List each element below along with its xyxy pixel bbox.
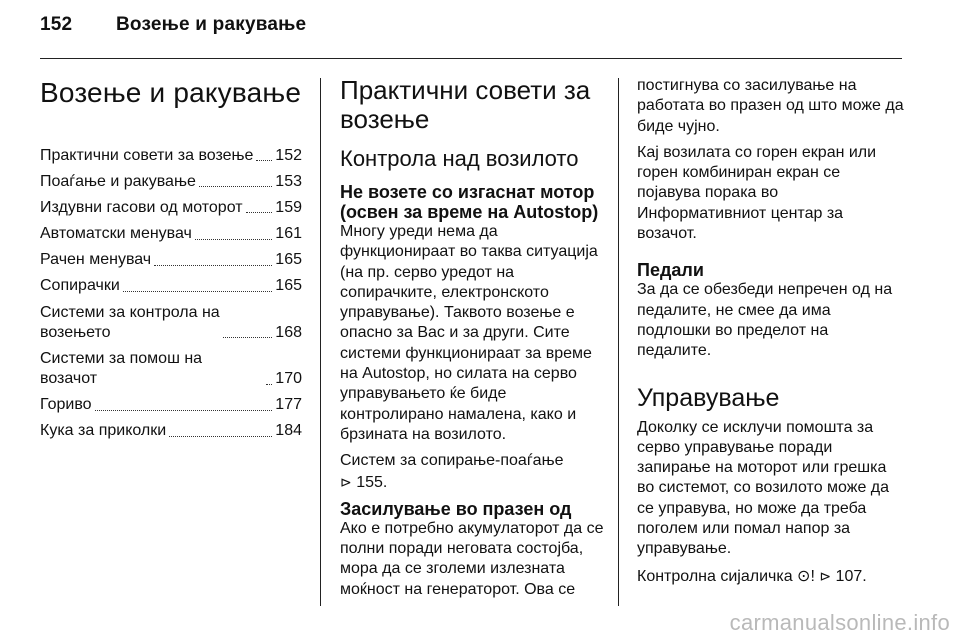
toc-item[interactable] (40, 303, 302, 344)
toc-item[interactable] (40, 395, 302, 415)
toc-leader-dots (223, 337, 273, 338)
control-lamp-text: Контролна сијаличка (637, 567, 793, 585)
toc-item-label: Сопирачки (40, 277, 120, 295)
paragraph-engine-off: Многу уреди нема да функционираат во таква ситуација (на пр. серво уредот на сопирачките, електронското управување). Таквото возење е опасно за Вас и за други. Сите системи функционираат за време на Autostop, но силата на серво управувањето ќе биде контролирано намалена, како и брзината на возилото. (340, 223, 598, 443)
brake-ref-page[interactable]: 155. (356, 473, 388, 491)
page-number: 152 (40, 14, 73, 35)
toc-item-page: 168 (275, 323, 302, 341)
toc-item-label: Системи за помош на возачот (40, 349, 203, 388)
arrow-ref-icon: ⊳ (340, 473, 352, 490)
column-divider-2 (618, 78, 619, 606)
section-title: Практични совети за возење (340, 75, 591, 134)
paragraph-steering: Доколку се исклучи помошта за серво управување поради запирање на моторот или грешка во системот, со возилото може да се управува, но може да треба поголем или помал напор за управување. (637, 418, 890, 558)
paragraph-brake-ref (340, 451, 604, 493)
toc-heading: Возење и ракување (40, 77, 302, 108)
heading-idle-boost: Засилување во празен од (340, 498, 572, 519)
toc-leader-dots (154, 265, 272, 266)
paragraph-idle-boost: Ако е потребно акумулаторот да се полни поради неговата состојба, мора да се зголеми излезната моќност на генераторот. Ова се (340, 519, 604, 598)
toc-item[interactable] (40, 349, 302, 390)
heading-pedals: Педали (637, 260, 704, 281)
brake-ref-text: Систем за сопирање-поаѓање (340, 452, 564, 470)
toc-leader-dots (256, 160, 272, 161)
toc-item-label: Рачен менувач (40, 251, 152, 269)
toc-item-page: 159 (275, 199, 302, 217)
column-divider-1 (320, 78, 321, 606)
control-lamp-page[interactable]: 107. (835, 567, 867, 585)
toc-leader-dots (199, 186, 272, 187)
toc-item[interactable] (40, 224, 302, 244)
toc-leader-dots (266, 384, 272, 385)
steering-warning-icon: ⊙! (797, 567, 815, 585)
subsection-title: Контрола над возилото (340, 146, 579, 171)
toc-item-page: 184 (275, 422, 302, 440)
header-title: Возење и ракување (116, 14, 307, 35)
heading-steering: Управување (637, 383, 780, 412)
toc-leader-dots (195, 239, 272, 240)
toc-item-page: 165 (275, 251, 302, 269)
toc-item-page: 161 (275, 225, 302, 243)
content-column-3 (637, 76, 905, 593)
toc-item[interactable] (40, 146, 302, 166)
toc-item[interactable] (40, 421, 302, 441)
toc-item-page: 170 (275, 370, 302, 388)
toc-leader-dots (246, 212, 273, 213)
toc-item-label: Автоматски менувач (40, 225, 192, 243)
toc-item-label: Гориво (40, 396, 92, 414)
paragraph-pedals: За да се обезбеди непречен од на педалите, не смее да има подлошки во пределот на педалите. (637, 281, 893, 360)
paragraph-continued: постигнува со засилување на работата во празен од што може да биде чујно. (637, 77, 904, 135)
arrow-ref-icon: ⊳ (819, 567, 832, 584)
header-rule (40, 58, 902, 59)
paragraph-display: Кај возилата со горен екран или горен комбиниран екран се појавува порака во Информативниот центар за возачот. (637, 143, 877, 243)
paragraph-control-lamp (637, 566, 905, 587)
toc-leader-dots (95, 410, 273, 411)
toc-item-page: 152 (275, 147, 302, 164)
toc-item-label: Системи за контрола на возењето (40, 303, 220, 341)
heading-engine-off: Не возете со изгаснат мотор (освен за време на Autostop) (340, 182, 599, 222)
toc-item-label: Кука за приколки (40, 422, 167, 440)
toc-leader-dots (169, 436, 272, 437)
toc-item-page: 165 (275, 277, 302, 295)
toc-item[interactable] (40, 276, 302, 296)
toc-item-label: Практични совети за возење (40, 147, 254, 164)
toc-item-label: Издувни гасови од моторот (40, 199, 243, 217)
toc-list (40, 146, 302, 442)
toc-column (40, 76, 302, 448)
toc-item[interactable] (40, 250, 302, 270)
toc-item-page: 153 (275, 173, 302, 191)
page-header (40, 14, 306, 36)
toc-item-label: Поаѓање и ракување (40, 173, 196, 191)
toc-item-page: 177 (275, 396, 302, 414)
content-column-2 (340, 76, 604, 606)
toc-item[interactable] (40, 172, 302, 192)
toc-item[interactable] (40, 198, 302, 218)
toc-leader-dots (123, 291, 273, 292)
watermark: carmanualsonline.info (729, 610, 950, 635)
